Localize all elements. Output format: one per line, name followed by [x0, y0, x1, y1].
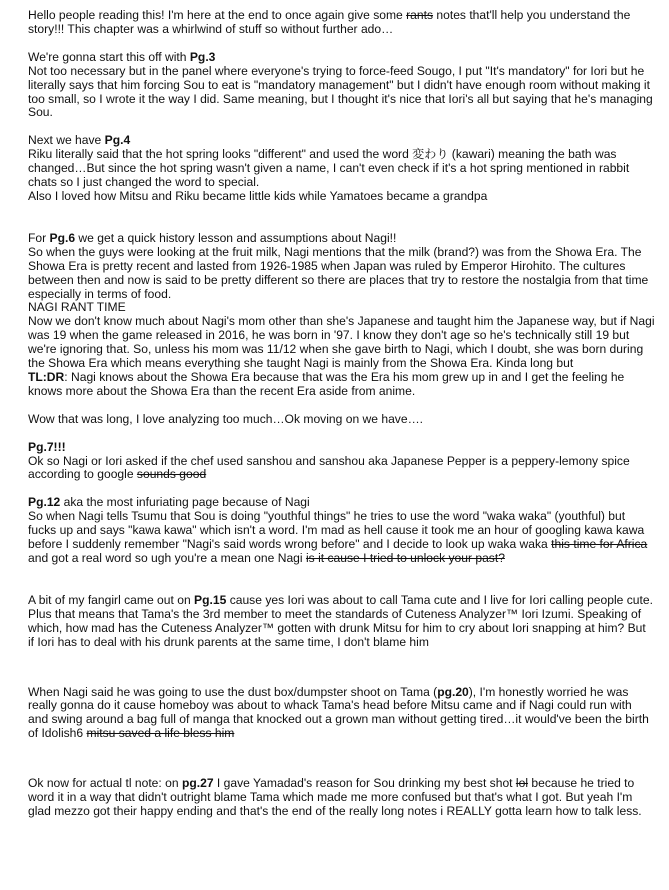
- pg3-page-ref: Pg.3: [189, 49, 216, 64]
- tldr-paragraph: [28, 371, 655, 399]
- pg27-strikethrough: lol: [515, 776, 529, 791]
- tldr-text: : Nagi knows about the Showa Era because that was the Era his mom grew up in and I get the feeling he knows more about the Showa Era than the recent Era aside from anime.: [28, 369, 625, 398]
- pg6-page-ref: Pg.6: [49, 230, 76, 245]
- pg3-heading: [28, 51, 655, 65]
- pg12-body: [28, 510, 655, 566]
- intro-paragraph: [28, 9, 655, 37]
- pg6-lead: For: [28, 230, 50, 245]
- pg15-text: A bit of my fangirl came out on: [28, 592, 195, 607]
- pg6-heading: [28, 232, 655, 246]
- pg27-page-ref: pg.27: [181, 776, 214, 791]
- pg3-lead: We're gonna start this off with: [28, 49, 190, 64]
- pg4-page-ref: Pg.4: [104, 133, 131, 148]
- pg7-page-ref: Pg.7!!!: [28, 439, 66, 454]
- pg20-strikethrough: mitsu saved a life bless him: [86, 726, 235, 741]
- pg4-extra: Also I loved how Mitsu and Riku became little kids while Yamatoes became a grandpa: [28, 188, 488, 203]
- pg6-body: So when the guys were looking at the fruit milk, Nagi mentions that the milk (brand?) was from the Showa Era. The Showa Era is pretty recent and lasted from 1926-1985 when Japan was ruled by Emperor Hirohito. The cultures between then and now is said to be pretty different so there are places that try to restore the nostalgia from that time especially in terms of food.: [28, 244, 649, 301]
- pg20-page-ref: pg.20: [437, 684, 469, 699]
- nagi-rant-title: NAGI RANT TIME: [28, 300, 126, 315]
- pg12-heading: [28, 496, 655, 510]
- intro-text: Hello people reading this! I'm here at the end to once again give some: [28, 8, 407, 22]
- pg20-paragraph: [28, 686, 655, 742]
- nagi-rant-body: Now we don't know much about Nagi's mom other than she's Japanese and taught him the Japanese way, but if Nagi was 19 when the game released in 2016, he was born in '97. I know they don't age so he's technically still 19 but we're ignoring that. So, unless his mom was 11/12 when she gave birth to Nagi, which I doubt, she was born during the Showa Era which means everything she taught Nagi is mainly from the Showa Era. Kinda long but: [28, 314, 655, 371]
- pg7-text: Ok so Nagi or Iori asked if the chef used sanshou and sanshou aka Japanese Pepper is a peppery-lemony spice according to google: [28, 453, 630, 482]
- pg4-body: Riku literally said that the hot spring looks "different" and used the word 変わり (kawari) meaning the bath was changed…But since the hot spring wasn't given a name, I can't even check if it's a hot spring mentioned in rabbit chats so I just changed the word to special.: [28, 147, 630, 190]
- pg6-lead-2: we get a quick history lesson and assumptions about Nagi!!: [75, 230, 397, 245]
- pg27-text: Ok now for actual tl note: on: [28, 776, 182, 791]
- pg7-heading: [28, 441, 655, 455]
- pg20-text: When Nagi said he was going to use the dust box/dumpster shoot on Tama (: [28, 684, 438, 699]
- pg12-text-2: and got a real word so ugh you're a mean one Nagi: [28, 551, 306, 565]
- intro-text-2: notes that'll help you understand the story!!! This chapter was a whirlwind of stuff so without further ado…: [28, 8, 631, 36]
- pg15-page-ref: Pg.15: [194, 592, 227, 607]
- pg12-text: So when Nagi tells Tsumu that Sou is doing "youthful things" he tries to use the word "waka waka" (youthful) but fucks up and says "kawa kawa" which isn't a word. I'm mad as hell cause it took me an hour of googling kawa kawa before I suddenly remember "Nagi's said words wrong before" and I decide to look up waka waka: [28, 509, 645, 552]
- wow-paragraph: Wow that was long, I love analyzing too much…Ok moving on we have….: [28, 411, 424, 426]
- pg27-paragraph: [28, 777, 655, 819]
- pg4-lead: Next we have: [28, 133, 105, 148]
- pg3-body: Not too necessary but in the panel where everyone's trying to force-feed Sougo, I put "It's mandatory" for Iori but he literally says that him forcing Sou to eat is "mandatory management" but I didn't have enough room without making it too small, so I wrote it the way I did. Same meaning, but I thought it's nice that Iori's all but saying that he's managing Sou.: [28, 63, 653, 120]
- pg12-strikethrough-1: this time for Africa: [551, 537, 648, 552]
- pg15-text-2: cause yes Iori was about to call Tama cute and I live for Iori calling people cute. Plus that means that Tama's the 3rd member to meet the standards of Cuteness Analyzer™ Iori Izumi. Speaking of which, how mad has the Cuteness Analyzer™ gotten with drunk Mitsu for him to cry about Iori snapping at him? But if Iori has to deal with his drunk parents at the same time, I don't blame him: [28, 592, 653, 649]
- intro-strikethrough: rants: [406, 8, 434, 22]
- tldr-label: TL:DR: [28, 369, 65, 384]
- pg7-strikethrough: sounds good: [136, 467, 207, 482]
- pg12-lead: aka the most infuriating page because of Nagi: [60, 495, 310, 510]
- pg7-body: [28, 455, 655, 483]
- pg12-page-ref: Pg.12: [28, 495, 61, 510]
- pg27-text-3: because he tried to word it in a way that didn't outright blame Tama which made me more confused but that's what I got. But yeah I'm glad mezzo got their happy ending and that's the end of the really long notes i REALLY gotta learn how to talk less.: [28, 776, 642, 818]
- pg12-strikethrough-2: is it cause I tried to unlock your past?: [305, 551, 505, 565]
- pg27-text-2: I gave Yamadad's reason for Sou drinking my best shot: [213, 776, 516, 791]
- pg15-paragraph: [28, 594, 655, 650]
- pg20-text-2: ), I'm honestly worried he was really gonna do it cause homeboy was about to whack Tama's head before Mitsu came and if Nagi could run with and swing around a bag full of manga that knocked out a grown man without getting tired…it would've been the birth of Idolish6: [28, 684, 649, 741]
